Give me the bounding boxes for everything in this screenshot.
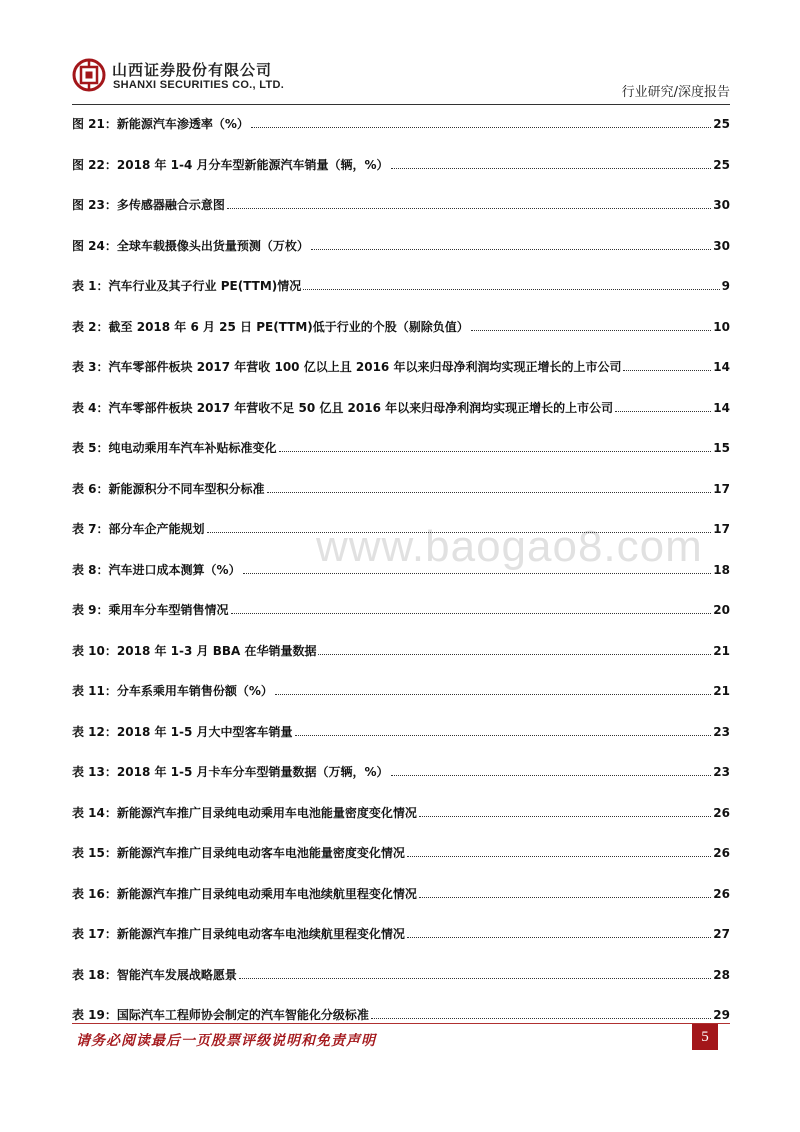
toc-dot-leader xyxy=(615,411,711,412)
toc-dot-leader xyxy=(318,654,711,655)
toc-dot-leader xyxy=(623,370,711,371)
toc-entry-separator: ： xyxy=(104,198,117,212)
toc-dot-leader xyxy=(267,492,712,493)
toc-dot-leader xyxy=(207,532,712,533)
toc-entry-separator: ： xyxy=(96,279,109,293)
toc-entry-title: 国际汽车工程师协会制定的汽车智能化分级标准 xyxy=(116,1008,369,1022)
toc-entry-page: 10 xyxy=(713,319,730,334)
toc-dot-leader xyxy=(275,694,711,695)
toc-entry-number: 图 22 xyxy=(72,157,105,172)
toc-entry-page: 23 xyxy=(713,765,730,779)
toc-entry[interactable] xyxy=(72,315,730,356)
toc-entry-separator: ： xyxy=(104,886,117,901)
toc-entry-page: 17 xyxy=(713,522,730,536)
toc-entry-title: 2018 年 1-4 月分车型新能源汽车销量（辆，%） xyxy=(116,157,389,172)
toc-entry-separator: ： xyxy=(96,603,109,617)
toc-dot-leader xyxy=(371,1018,711,1019)
toc-entry-number: 表 18 xyxy=(72,967,105,982)
toc-dot-leader xyxy=(391,775,712,776)
toc-entry-separator: ： xyxy=(104,643,117,658)
toc-entry-title: 新能源汽车推广目录纯电动乘用车电池能量密度变化情况 xyxy=(116,805,417,820)
toc-entry-page: 14 xyxy=(713,360,730,374)
toc-entry-separator: ： xyxy=(104,117,117,131)
toc-entry-number: 表 9 xyxy=(72,603,97,617)
toc-entry[interactable] xyxy=(72,477,730,518)
toc-entry-separator: ： xyxy=(104,967,117,982)
toc-entry-number: 表 2 xyxy=(72,319,97,334)
toc-entry[interactable] xyxy=(72,639,730,680)
toc-entry-number: 表 3 xyxy=(72,360,97,374)
toc-entry[interactable] xyxy=(72,355,730,396)
toc-entry[interactable] xyxy=(72,112,730,153)
toc-entry[interactable] xyxy=(72,841,730,882)
toc-entry-separator: ： xyxy=(104,765,117,779)
toc-entry-page: 29 xyxy=(713,1008,730,1022)
toc-entry-page: 9 xyxy=(721,279,730,293)
toc-dot-leader xyxy=(231,613,712,614)
toc-entry-title: 新能源积分不同车型积分标准 xyxy=(108,481,265,496)
toc-entry[interactable] xyxy=(72,436,730,477)
toc-entry-number: 表 13 xyxy=(72,765,105,779)
company-name-cn: 山西证券股份有限公司 xyxy=(112,61,273,79)
toc-entry-separator: ： xyxy=(104,805,117,820)
toc-entry-page: 27 xyxy=(713,927,730,941)
toc-entry-number: 表 5 xyxy=(72,441,97,455)
toc-entry-page: 14 xyxy=(713,400,730,415)
toc-entry-number: 表 12 xyxy=(72,724,105,739)
toc-entry-title: 新能源汽车推广目录纯电动客车电池能量密度变化情况 xyxy=(116,846,405,860)
toc-entry-title: 乘用车分车型销售情况 xyxy=(108,603,229,617)
toc-dot-leader xyxy=(239,978,711,979)
toc-entry-number: 图 21 xyxy=(72,117,105,131)
toc-entry-title: 2018 年 1-3 月 BBA 在华销量数据 xyxy=(116,643,317,658)
toc-entry-separator: ： xyxy=(96,319,109,334)
toc-entry-number: 表 10 xyxy=(72,643,105,658)
toc-entry-title: 汽车行业及其子行业 PE(TTM)情况 xyxy=(108,279,302,293)
toc-dot-leader xyxy=(471,330,712,331)
toc-entry-number: 表 19 xyxy=(72,1008,105,1022)
toc-dot-leader xyxy=(303,289,719,290)
toc-entry[interactable] xyxy=(72,922,730,963)
toc-entry[interactable] xyxy=(72,396,730,437)
toc-dot-leader xyxy=(419,897,711,898)
toc-entry-number: 表 4 xyxy=(72,400,97,415)
toc-dot-leader xyxy=(311,249,711,250)
toc-entry-page: 28 xyxy=(713,967,730,982)
toc-entry-page: 30 xyxy=(713,238,730,253)
toc-entry[interactable] xyxy=(72,963,730,1004)
company-name-en: SHANXI SECURITIES CO., LTD. xyxy=(113,79,285,91)
toc-entry[interactable] xyxy=(72,882,730,923)
toc-entry-page: 17 xyxy=(713,481,730,496)
shanxi-securities-logo-icon xyxy=(72,58,106,92)
toc-entry-number: 表 8 xyxy=(72,562,97,577)
toc-entry-separator: ： xyxy=(104,238,117,253)
toc-entry-separator: ： xyxy=(96,400,109,415)
toc-entry-page: 25 xyxy=(713,117,730,131)
toc-entry-number: 表 7 xyxy=(72,522,97,536)
toc-entry-number: 表 14 xyxy=(72,805,105,820)
toc-entry-number: 表 1 xyxy=(72,279,97,293)
toc-entry-page: 21 xyxy=(713,643,730,658)
toc-entry[interactable] xyxy=(72,153,730,194)
toc-dot-leader xyxy=(295,735,712,736)
toc-entry-title: 截至 2018 年 6 月 25 日 PE(TTM)低于行业的个股（剔除负值） xyxy=(108,319,469,334)
toc-entry-separator: ： xyxy=(96,522,109,536)
toc-dot-leader xyxy=(227,208,711,209)
toc-entry-title: 纯电动乘用车汽车补贴标准变化 xyxy=(108,441,277,455)
toc-entry-page: 23 xyxy=(713,724,730,739)
toc-entry-separator: ： xyxy=(96,562,109,577)
toc-dot-leader xyxy=(407,937,711,938)
toc-entry-number: 表 11 xyxy=(72,684,105,698)
toc-entry-number: 表 6 xyxy=(72,481,97,496)
toc-entry-page: 26 xyxy=(713,805,730,820)
toc-entry-title: 2018 年 1-5 月大中型客车销量 xyxy=(116,724,293,739)
toc-entry-separator: ： xyxy=(104,927,117,941)
toc-entry-separator: ： xyxy=(96,360,109,374)
toc-entry-page: 26 xyxy=(713,886,730,901)
toc-entry-separator: ： xyxy=(104,724,117,739)
toc-entry-separator: ： xyxy=(104,157,117,172)
toc-dot-leader xyxy=(251,127,711,128)
toc-entry-title: 汽车零部件板块 2017 年营收不足 50 亿且 2016 年以来归母净利润均实现正增长的上市公司 xyxy=(108,400,614,415)
toc-entry-title: 多传感器融合示意图 xyxy=(116,198,225,212)
toc-entry-number: 图 24 xyxy=(72,238,105,253)
toc-entry-number: 表 16 xyxy=(72,886,105,901)
toc-entry-title: 汽车零部件板块 2017 年营收 100 亿以上且 2016 年以来归母净利润均实现正增长的上市公司 xyxy=(108,360,622,374)
toc-entry-separator: ： xyxy=(104,1008,117,1022)
toc-entry[interactable] xyxy=(72,558,730,599)
toc-entry-separator: ： xyxy=(104,684,117,698)
header-divider xyxy=(72,104,730,105)
report-type-label: 行业研究/深度报告 xyxy=(621,85,730,100)
toc-entry-title: 部分车企产能规划 xyxy=(108,522,205,536)
toc-entry-title: 分车系乘用车销售份额（%） xyxy=(116,684,273,698)
footer-divider xyxy=(72,1023,730,1024)
table-of-contents xyxy=(72,112,730,1044)
page-header xyxy=(72,56,730,104)
toc-entry-title: 智能汽车发展战略愿景 xyxy=(116,967,237,982)
disclaimer-text: 请务必阅读最后一页股票评级说明和免责声明 xyxy=(76,1033,376,1049)
toc-entry-separator: ： xyxy=(96,481,109,496)
toc-entry-number: 图 23 xyxy=(72,198,105,212)
toc-entry-number: 表 17 xyxy=(72,927,105,941)
toc-entry-separator: ： xyxy=(104,846,117,860)
watermark: www.baogao8.com xyxy=(316,522,703,571)
toc-dot-leader xyxy=(407,856,711,857)
toc-entry[interactable] xyxy=(72,598,730,639)
toc-entry-title: 2018 年 1-5 月卡车分车型销量数据（万辆，%） xyxy=(116,765,389,779)
toc-entry-separator: ： xyxy=(96,441,109,455)
toc-entry-page: 20 xyxy=(713,603,730,617)
toc-entry[interactable] xyxy=(72,274,730,315)
toc-entry-page: 15 xyxy=(713,441,730,455)
toc-entry[interactable] xyxy=(72,517,730,558)
toc-entry-title: 汽车进口成本测算（%） xyxy=(108,562,241,577)
toc-dot-leader xyxy=(243,573,712,574)
toc-entry-page: 30 xyxy=(713,198,730,212)
toc-entry-page: 18 xyxy=(713,562,730,577)
toc-dot-leader xyxy=(279,451,712,452)
toc-entry-title: 新能源汽车推广目录纯电动乘用车电池续航里程变化情况 xyxy=(116,886,417,901)
toc-entry[interactable] xyxy=(72,679,730,720)
toc-entry[interactable] xyxy=(72,760,730,801)
toc-entry[interactable] xyxy=(72,234,730,275)
toc-entry-title: 新能源汽车推广目录纯电动客车电池续航里程变化情况 xyxy=(116,927,405,941)
page-number-badge: 5 xyxy=(692,1024,718,1050)
toc-dot-leader xyxy=(419,816,711,817)
toc-entry[interactable] xyxy=(72,193,730,234)
toc-entry[interactable] xyxy=(72,801,730,842)
toc-entry-page: 25 xyxy=(713,157,730,172)
toc-entry-number: 表 15 xyxy=(72,846,105,860)
toc-entry-page: 21 xyxy=(713,684,730,698)
toc-entry-title: 新能源汽车渗透率（%） xyxy=(116,117,249,131)
toc-entry-page: 26 xyxy=(713,846,730,860)
toc-dot-leader xyxy=(391,168,712,169)
toc-entry-title: 全球车载摄像头出货量预测（万枚） xyxy=(116,238,309,253)
toc-entry[interactable] xyxy=(72,720,730,761)
